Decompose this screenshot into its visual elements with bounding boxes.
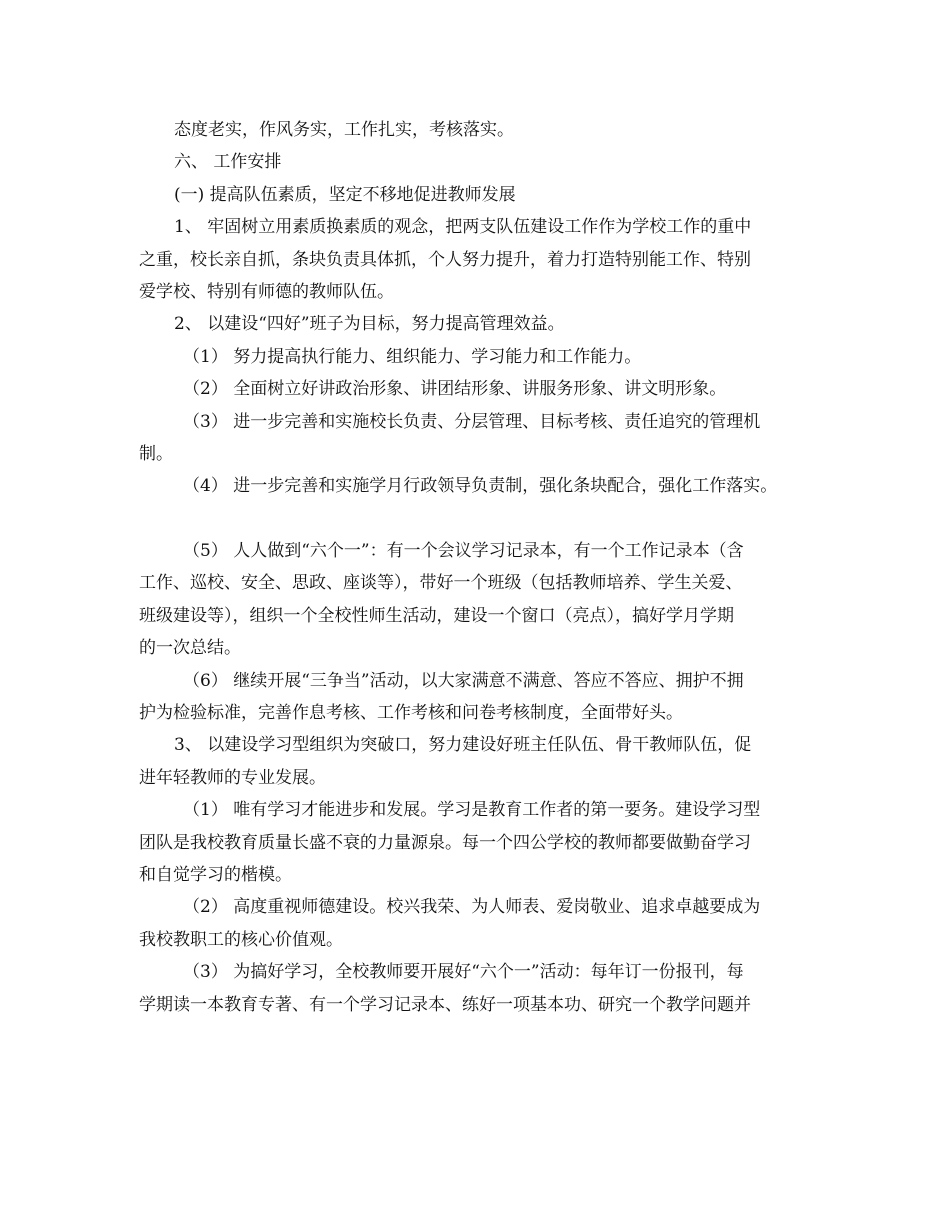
list-item: （4） 进一步完善和实施学月行政领导负责制，强化条块配合，强化工作落实。	[183, 476, 778, 497]
paragraph-line: 爱学校、特别有师德的教师队伍。	[139, 281, 394, 302]
paragraph-line: 班级建设等），组织一个全校性师生活动，建设一个窗口（亮点），搞好学月学期	[139, 605, 734, 626]
paragraph-line: 护为检验标准，完善作息考核、工作考核和问卷考核制度，全面带好头。	[139, 703, 683, 724]
paragraph-line: 3、 以建设学习型组织为突破口，努力建设好班主任队伍、骨干教师队伍，促	[174, 735, 752, 756]
paragraph-line: 制。	[139, 443, 173, 464]
list-item: （3） 为搞好学习，全校教师要开展好“六个一”活动：每年订一份报刊，每	[183, 962, 744, 983]
paragraph-line: 学期读一本教育专著、有一个学习记录本、练好一项基本功、研究一个教学问题并	[139, 994, 751, 1015]
paragraph-line: 1、 牢固树立用素质换素质的观念，把两支队伍建设工作作为学校工作的重中	[174, 217, 752, 238]
paragraph-line: 进年轻教师的专业发展。	[139, 767, 326, 788]
paragraph-line: 团队是我校教育质量长盛不衰的力量源泉。每一个四公学校的教师都要做勤奋学习	[139, 832, 751, 853]
list-item: （2） 全面树立好讲政治形象、讲团结形象、讲服务形象、讲文明形象。	[183, 379, 727, 400]
blank-line	[139, 503, 829, 535]
paragraph-line: 和自觉学习的楷模。	[139, 864, 292, 885]
list-item: （3） 进一步完善和实施校长负责、分层管理、目标考核、责任追究的管理机	[183, 411, 761, 432]
paragraph-line: 之重，校长亲自抓，条块负责具体抓，个人努力提升，着力打造特别能工作、特别	[139, 249, 751, 270]
list-item: （6） 继续开展“三争当”活动，以大家满意不满意、答应不答应、拥护不拥	[183, 670, 744, 691]
paragraph-line: 我校教职工的核心价值观。	[139, 929, 343, 950]
paragraph-line: 态度老实，作风务实，工作扎实，考核落实。	[174, 120, 514, 140]
list-item: （1） 唯有学习才能进步和发展。学习是教育工作者的第一要务。建设学习型	[183, 800, 761, 821]
paragraph-line: 的一次总结。	[139, 638, 241, 659]
paragraph-line: 工作、巡校、安全、思政、座谈等），带好一个班级（包括教师培养、学生关爱、	[139, 573, 743, 594]
list-item: （2） 高度重视师德建设。校兴我荣、为人师表、爱岗敬业、追求卓越要成为	[183, 897, 761, 918]
document-body	[139, 114, 829, 1021]
section-heading: 六、 工作安排	[174, 152, 282, 173]
subsection-heading: (一) 提高队伍素质，坚定不移地促进教师发展	[174, 184, 516, 205]
paragraph-line: 2、 以建设“四好”班子为目标，努力提高管理效益。	[174, 314, 565, 335]
list-item: （1） 努力提高执行能力、组织能力、学习能力和工作能力。	[183, 346, 642, 367]
list-item: （5） 人人做到“六个一”：有一个会议学习记录本，有一个工作记录本（含	[183, 541, 744, 562]
